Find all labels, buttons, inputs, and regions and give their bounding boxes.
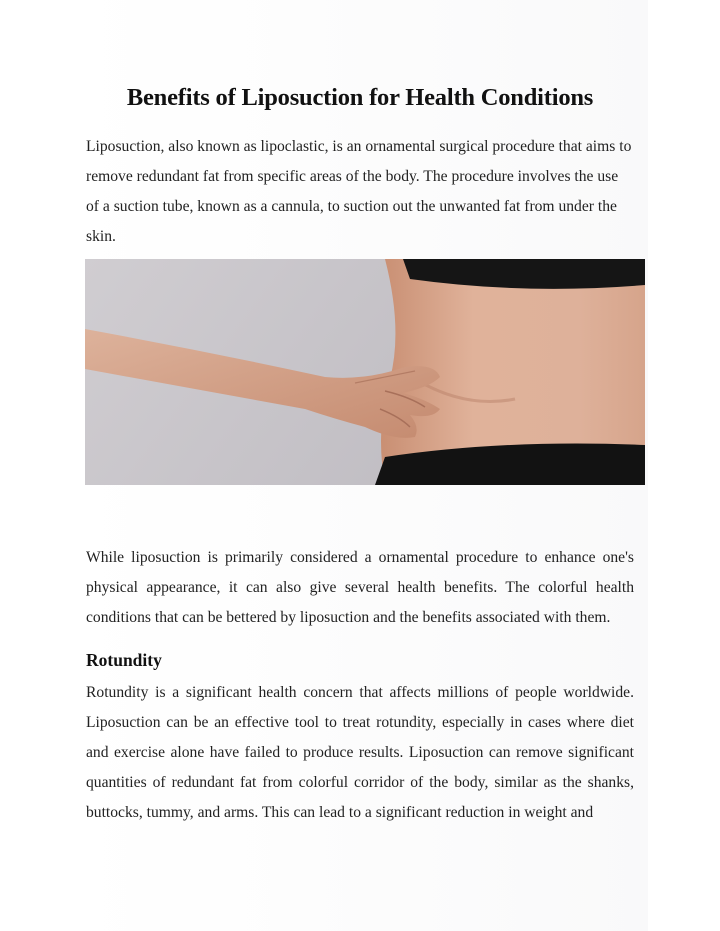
- intro-paragraph: Liposuction, also known as lipoclastic, is an ornamental surgical procedure that aims to remove redundant fat from specific areas of the body. The procedure involves the use of a suction tube, known as a cannula, to suction out the unwanted fat from under the skin.: [86, 138, 632, 245]
- section-heading: Rotundity: [86, 650, 162, 670]
- waist-fat-photo: [85, 259, 645, 485]
- page-title: Benefits of Liposuction for Health Conditions: [126, 84, 594, 111]
- health-benefits-paragraph: While liposuction is primarily considered a ornamental procedure to enhance one's physical appearance, it can also give several health benefits. The colorful health conditions that can be bettered by liposuction and the benefits associated with them.: [86, 549, 634, 626]
- section-body: Rotundity is a significant health concern that affects millions of people worldwide. Liposuction can be an effective tool to treat rotundity, especially in cases where diet and exercise alone have failed to produce results. Liposuction can remove significant quantities of redundant fat from colorful corridor of the body, similar as the shanks, buttocks, tummy, and arms. This can lead to a significant reduction in weight and: [86, 684, 634, 821]
